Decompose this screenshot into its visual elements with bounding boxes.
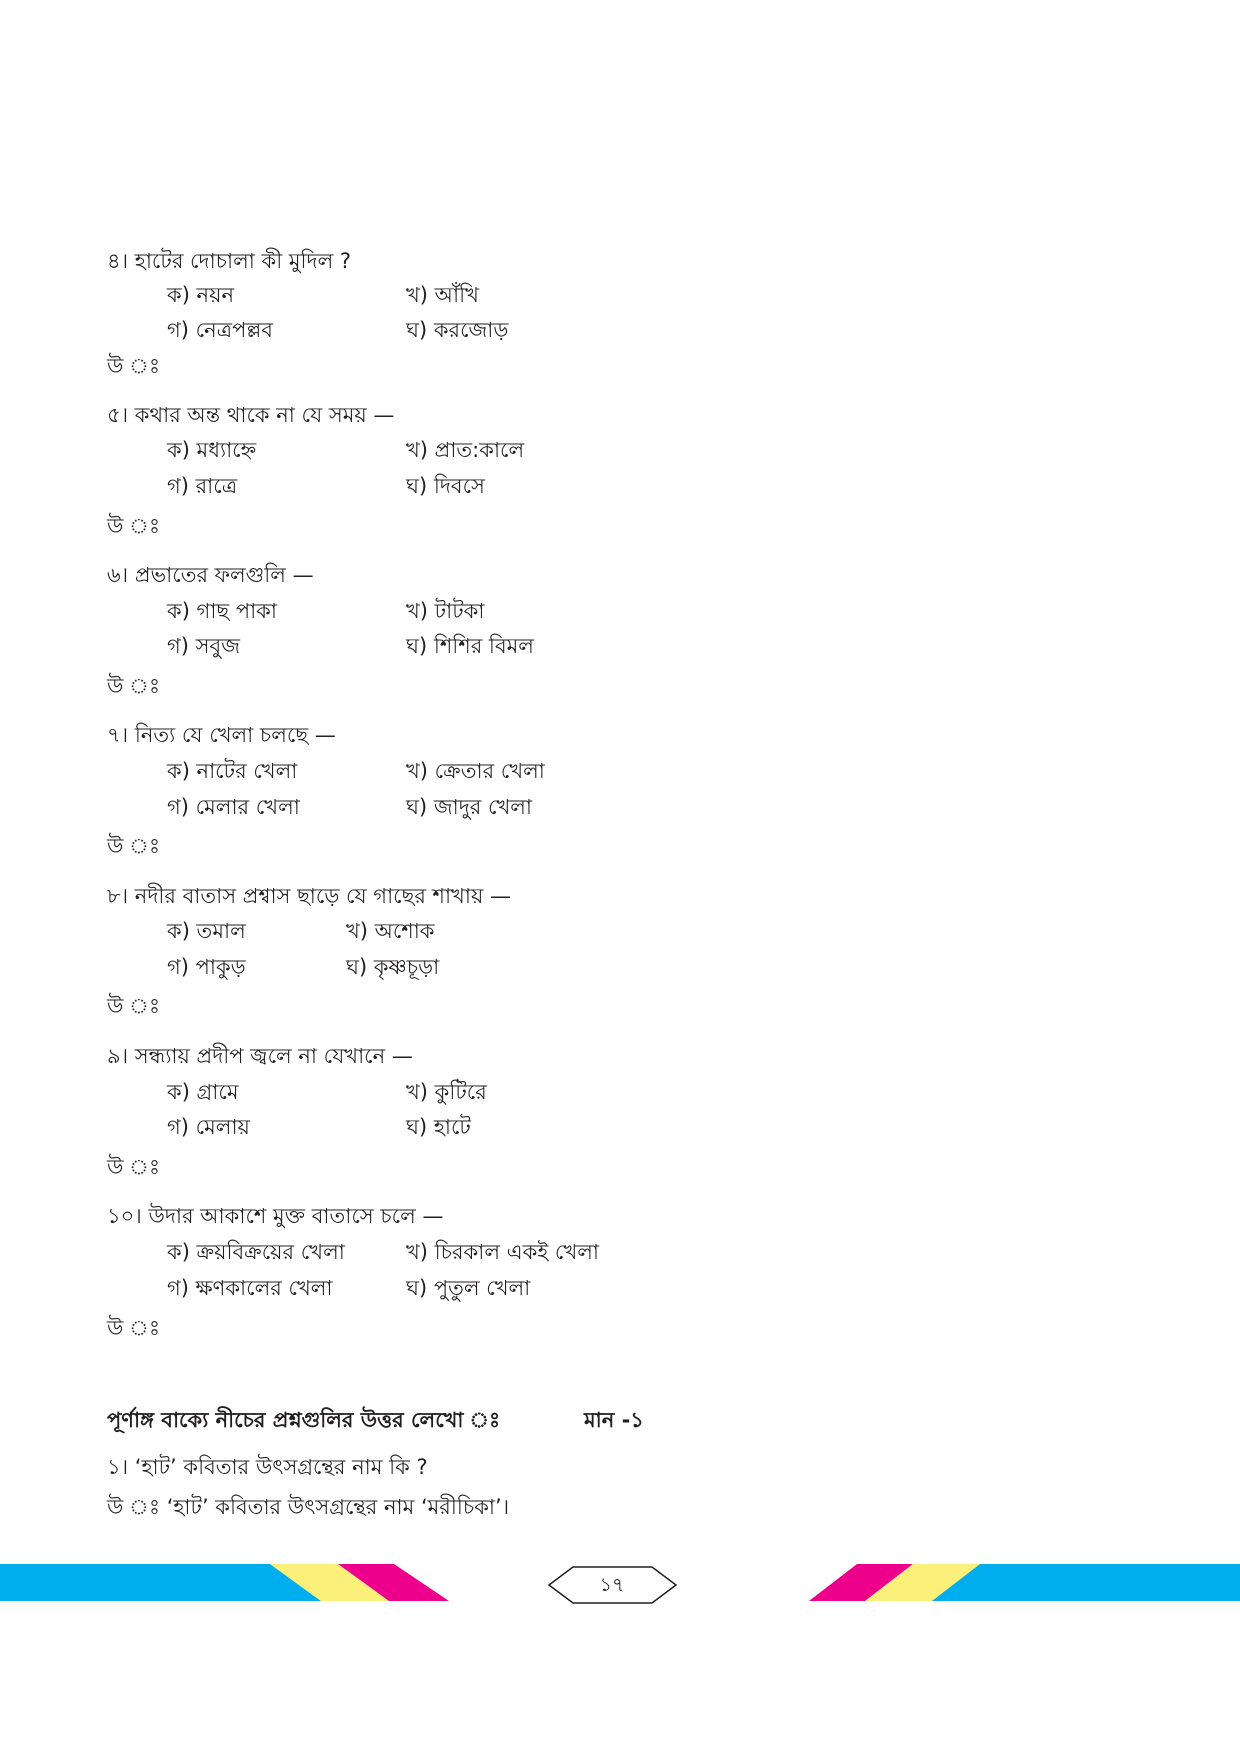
option-ka: ক) নাটের খেলা — [167, 759, 298, 783]
option-ka: ক) গ্রামে — [167, 1080, 239, 1104]
option-ka: ক) নয়ন — [167, 283, 234, 307]
option-ga: গ) সবুজ — [167, 634, 240, 658]
option-gha: ঘ) দিবসে — [406, 474, 485, 498]
footer-left-cyan-stripe — [0, 1564, 321, 1601]
section-heading: পূর্ণাঙ্গ বাক্যে নীচের প্রশ্নগুলির উত্তর লেখো ঃ — [107, 1408, 501, 1432]
option-gha: ঘ) করজোড় — [406, 318, 509, 342]
option-ga: গ) মেলায় — [167, 1115, 250, 1139]
short-question-prompt: ১। ‘হাট’ কবিতার উৎসগ্রন্থের নাম কি ? — [107, 1455, 428, 1479]
option-ka: ক) ক্রয়বিক্রয়ের খেলা — [167, 1240, 345, 1264]
option-ka: ক) তমাল — [167, 919, 246, 943]
option-gha: ঘ) শিশির বিমল — [406, 634, 534, 658]
option-ga: গ) মেলার খেলা — [167, 795, 300, 819]
question-prompt: ৪। হাটের দোচালা কী মুদিল ? — [107, 249, 352, 273]
option-ka: ক) মধ্যাহ্নে — [167, 438, 257, 462]
option-gha: ঘ) হাটে — [406, 1115, 471, 1139]
option-kha: খ) ক্রেতার খেলা — [406, 759, 545, 783]
answer-label: উ ঃ — [107, 1316, 161, 1340]
short-question-answer: উ ঃ ‘হাট’ কবিতার উৎসগ্রন্থের নাম ‘মরীচিকা’। — [107, 1495, 510, 1519]
option-gha: ঘ) পুতুল খেলা — [406, 1276, 531, 1300]
option-kha: খ) প্রাত:কালে — [406, 438, 525, 462]
option-kha: খ) কুটিরে — [406, 1080, 487, 1104]
option-ga: গ) রাত্রে — [167, 474, 238, 498]
option-ga: গ) ক্ষণকালের খেলা — [167, 1276, 333, 1300]
option-gha: ঘ) জাদুর খেলা — [406, 795, 533, 819]
page-number: ১৭ — [599, 1574, 625, 1596]
answer-label: উ ঃ — [107, 674, 161, 698]
section-marks: মান -১ — [584, 1408, 644, 1432]
option-ka: ক) গাছ পাকা — [167, 599, 277, 623]
question-prompt: ৫। কথার অন্ত থাকে না যে সময় — — [107, 403, 395, 427]
option-ga: গ) পাকুড় — [167, 955, 246, 979]
option-gha: ঘ) কৃষ্ণচূড়া — [346, 955, 440, 979]
answer-label: উ ঃ — [107, 514, 161, 538]
question-prompt: ৬। প্রভাতের ফলগুলি — — [107, 563, 314, 587]
answer-label: উ ঃ — [107, 354, 161, 378]
footer-right-cyan-stripe — [932, 1564, 1240, 1601]
option-kha: খ) টাটকা — [406, 599, 485, 623]
answer-label: উ ঃ — [107, 1155, 161, 1179]
option-kha: খ) চিরকাল একই খেলা — [406, 1240, 599, 1264]
option-ga: গ) নেত্রপল্লব — [167, 318, 273, 342]
question-prompt: ১০। উদার আকাশে মুক্ত বাতাসে চলে — — [107, 1204, 444, 1228]
option-kha: খ) আঁখি — [406, 283, 479, 307]
option-kha: খ) অশোক — [346, 919, 435, 943]
answer-label: উ ঃ — [107, 834, 161, 858]
question-prompt: ৮। নদীর বাতাস প্রশ্বাস ছাড়ে যে গাছের শাখায় — — [107, 884, 511, 908]
answer-label: উ ঃ — [107, 994, 161, 1018]
question-prompt: ৭। নিত্য যে খেলা চলছে — — [107, 723, 336, 747]
question-prompt: ৯। সন্ধ্যায় প্রদীপ জ্বলে না যেখানে — — [107, 1044, 413, 1068]
